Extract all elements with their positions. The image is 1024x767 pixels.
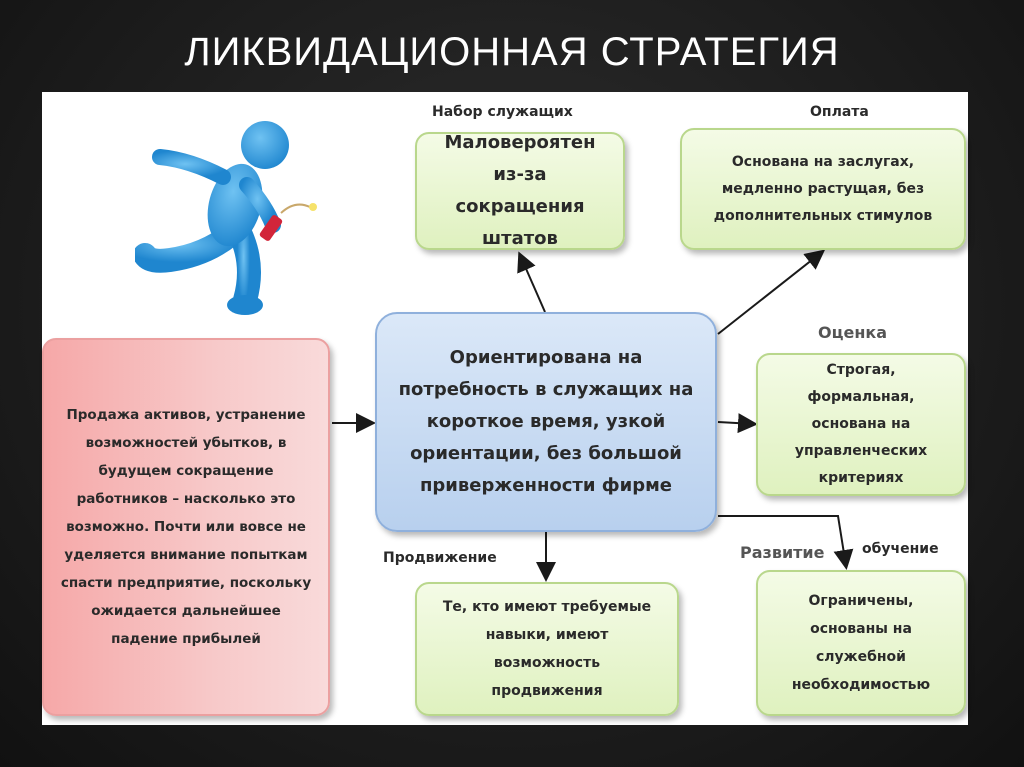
label-training: обучение xyxy=(862,541,939,557)
left-box-text: Продажа активов, устранение возможностей убытков, в будущем сокращение работников – насколько это возможно. Почти или вовсе не уделяется внимание попыткам спасти предприятие, поскольку ожидается дальнейшее падение прибылей xyxy=(60,407,312,647)
slide-title: ЛИКВИДАЦИОННАЯ СТРАТЕГИЯ xyxy=(184,30,840,74)
recruitment-box-text: Маловероятен из-за сокращения штатов xyxy=(444,132,596,249)
arrow-to-assessment xyxy=(718,422,754,424)
label-recruitment: Набор служащих xyxy=(432,104,573,120)
development-box-text: Ограничены, основаны на служебной необходимостью xyxy=(791,593,931,693)
payment-box xyxy=(680,128,966,250)
assessment-box-text: Строгая, формальная, основана на управленческих критериях xyxy=(794,362,928,486)
label-payment: Оплата xyxy=(810,104,869,120)
center-box xyxy=(375,312,717,532)
development-box xyxy=(756,570,966,716)
center-box-text: Ориентирована на потребность в служащих на короткое время, узкой ориентации, без большой приверженности фирме xyxy=(398,347,694,496)
assessment-box xyxy=(756,353,966,496)
payment-box-text: Основана на заслугах, медленно растущая, без дополнительных стимулов xyxy=(713,153,933,224)
promotion-box-text: Те, кто имеют требуемые навыки, имеют возможность продвижения xyxy=(442,599,652,699)
label-promotion: Продвижение xyxy=(383,550,497,566)
arrow-to-recruitment xyxy=(520,255,545,312)
label-assessment: Оценка xyxy=(818,323,888,342)
label-development: Развитие xyxy=(740,543,825,562)
promotion-box xyxy=(415,582,679,716)
arrow-to-payment xyxy=(718,252,822,334)
recruitment-box xyxy=(415,132,625,250)
left-box xyxy=(42,338,330,716)
